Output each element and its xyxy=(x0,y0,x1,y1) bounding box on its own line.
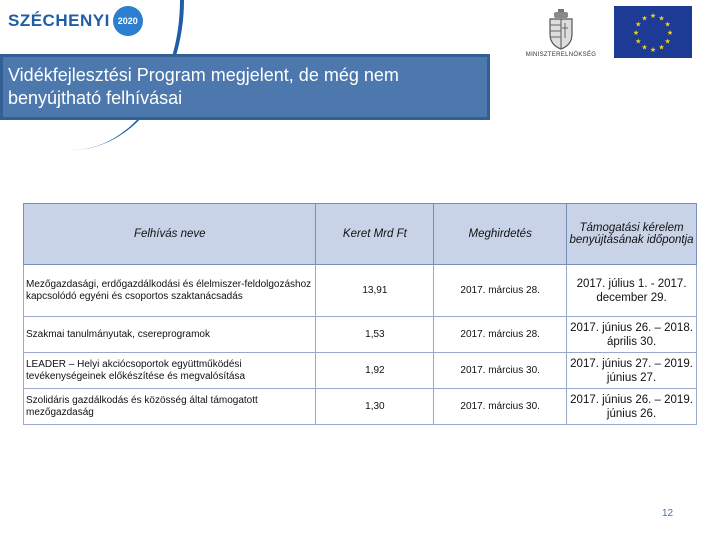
call-budget: 1,53 xyxy=(316,317,434,353)
svg-text:★: ★ xyxy=(658,14,665,23)
table-header-row xyxy=(24,204,697,265)
call-name: LEADER – Helyi akciócsoportok együttműködési tevékenységeinek előkészítése és megvalósítása xyxy=(24,353,316,389)
svg-text:★: ★ xyxy=(649,12,657,20)
svg-text:★: ★ xyxy=(632,29,640,37)
ministry-label: MINISZTERELNÖKSÉG xyxy=(525,52,597,58)
svg-text:★: ★ xyxy=(649,46,657,54)
header-call-name: Felhívás neve xyxy=(24,204,316,265)
call-deadline: 2017. június 26. – 2018. április 30. xyxy=(567,317,697,353)
eu-stars-icon xyxy=(614,6,692,58)
ministry-emblem xyxy=(520,8,602,64)
logo-badge-icon: 2020 xyxy=(113,6,143,36)
calls-table xyxy=(23,203,697,425)
call-budget: 1,92 xyxy=(316,353,434,389)
call-deadline: 2017. június 27. – 2019. június 27. xyxy=(567,353,697,389)
call-announced: 2017. március 28. xyxy=(434,317,567,353)
call-budget: 1,30 xyxy=(316,389,434,425)
table-row xyxy=(24,353,697,389)
svg-text:★: ★ xyxy=(635,20,642,29)
coat-of-arms-icon xyxy=(546,8,576,50)
call-announced: 2017. március 30. xyxy=(434,353,567,389)
title-box xyxy=(0,54,490,120)
call-announced: 2017. március 28. xyxy=(434,265,567,317)
slide-title: Vidékfejlesztési Program megjelent, de még nem benyújtható felhívásai xyxy=(8,65,399,108)
table-row xyxy=(24,317,697,353)
szechenyi-logo xyxy=(8,6,143,36)
header-announced: Meghirdetés xyxy=(434,204,567,265)
table-row xyxy=(24,265,697,317)
call-name: Szolidáris gazdálkodás és közösség által támogatott mezőgazdaság xyxy=(24,389,316,425)
table-row xyxy=(24,389,697,425)
call-deadline: 2017. június 26. – 2019. június 26. xyxy=(567,389,697,425)
header-budget: Keret Mrd Ft xyxy=(316,204,434,265)
page-number: 12 xyxy=(662,508,674,519)
call-name: Szakmai tanulmányutak, csereprogramok xyxy=(24,317,316,353)
svg-text:★: ★ xyxy=(658,43,665,52)
svg-text:★: ★ xyxy=(641,14,648,23)
call-budget: 13,91 xyxy=(316,265,434,317)
header-deadline: Támogatási kérelem benyújtásának időpontja xyxy=(567,204,697,265)
svg-text:★: ★ xyxy=(666,29,674,37)
call-name: Mezőgazdasági, erdőgazdálkodási és élelmiszer-feldolgozáshoz kapcsolódó egyéni és csoportos szaktanácsadás xyxy=(24,265,316,317)
call-announced: 2017. március 30. xyxy=(434,389,567,425)
eu-flag xyxy=(614,6,692,58)
svg-text:★: ★ xyxy=(635,37,642,46)
svg-text:★: ★ xyxy=(641,43,648,52)
svg-text:★: ★ xyxy=(664,20,671,29)
call-deadline: 2017. július 1. - 2017. december 29. xyxy=(567,265,697,317)
logo-text: SZÉCHENYI xyxy=(8,11,110,30)
svg-text:★: ★ xyxy=(664,37,671,46)
